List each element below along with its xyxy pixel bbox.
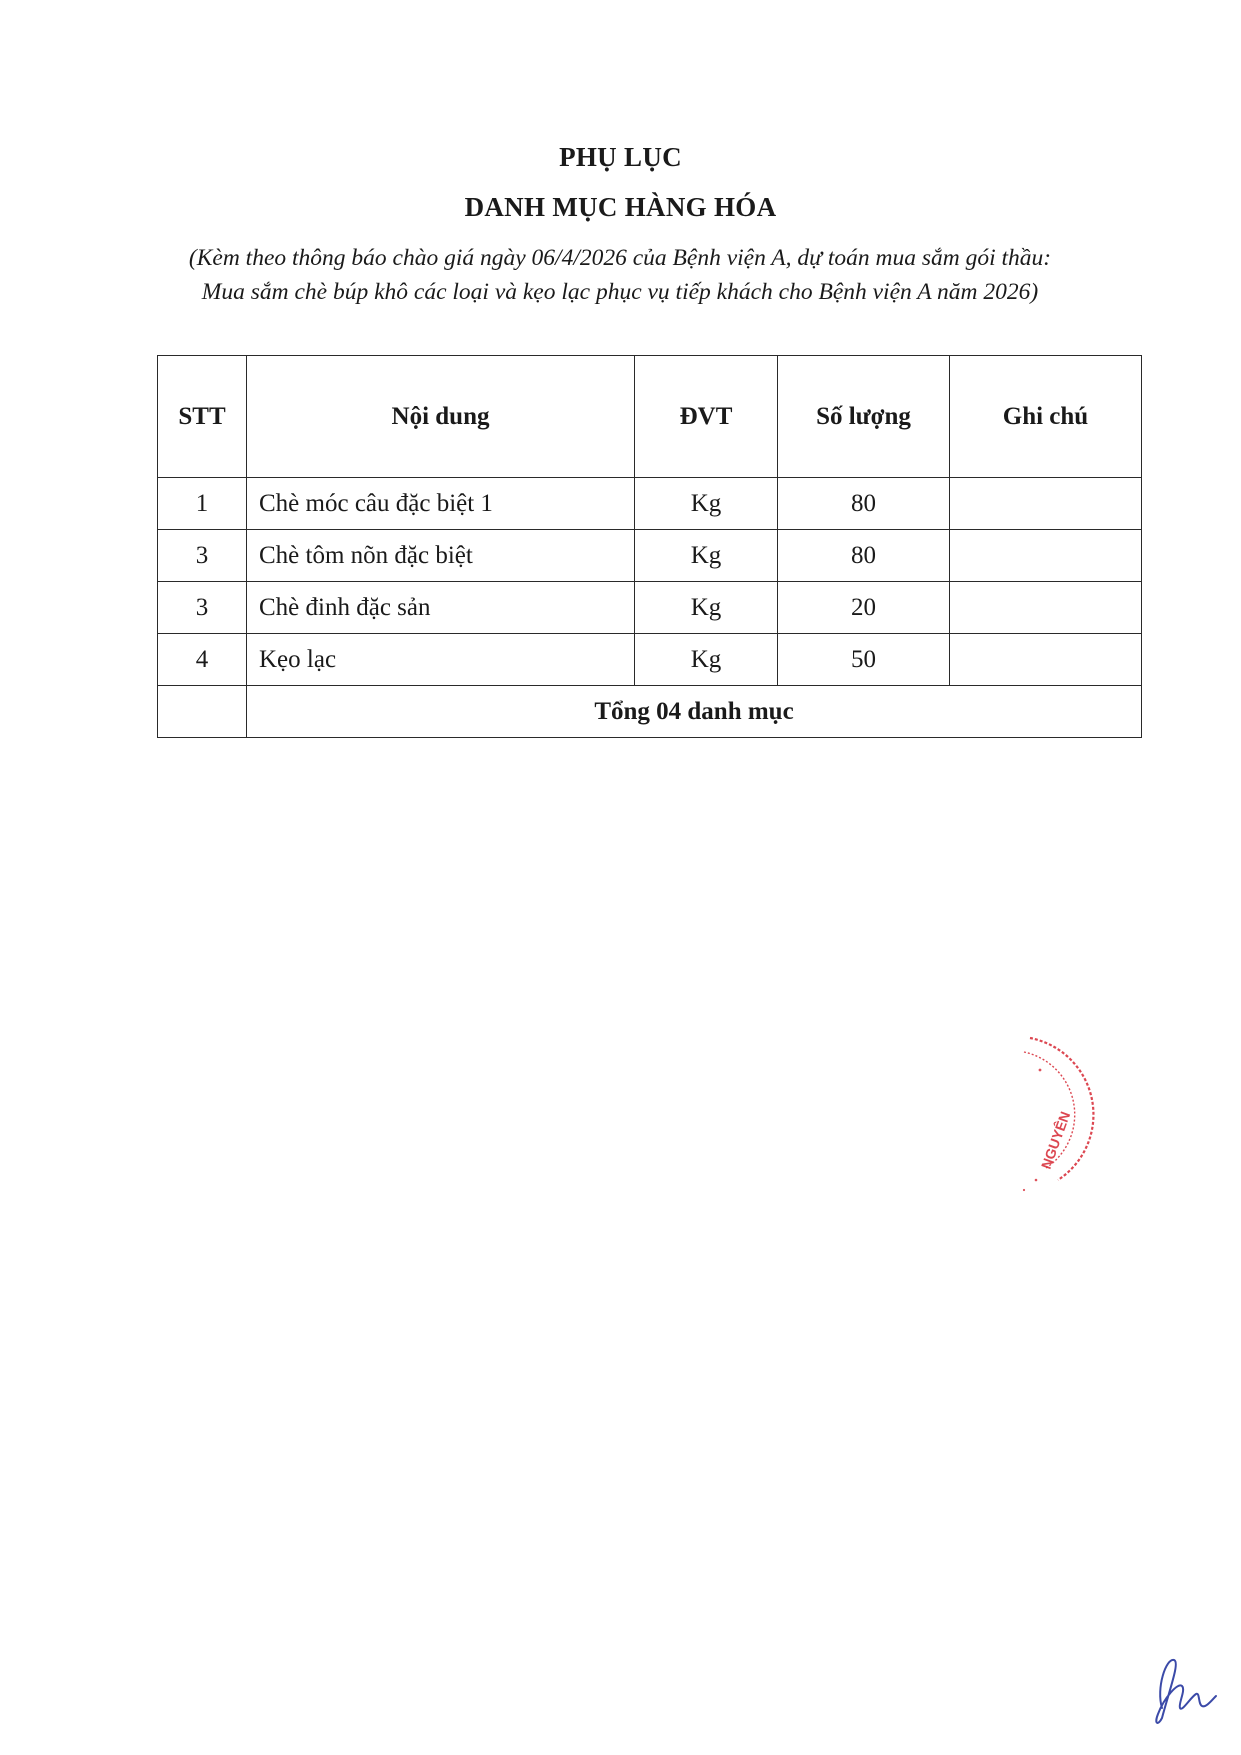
table-row: [158, 634, 1142, 686]
row-unit: Kg: [635, 478, 778, 530]
goods-table: [157, 355, 1142, 738]
row-note: [950, 634, 1142, 686]
total-label: Tổng 04 danh mục: [247, 686, 1142, 738]
seal-text: NGUYÊN: [1037, 1109, 1074, 1172]
row-stt: 1: [158, 478, 247, 530]
row-unit: Kg: [635, 634, 778, 686]
partial-red-seal-icon: [1010, 1030, 1140, 1200]
row-stt: 3: [158, 582, 247, 634]
row-content: Chè đinh đặc sản: [247, 582, 635, 634]
row-note: [950, 530, 1142, 582]
row-quantity: 80: [778, 478, 950, 530]
attachment-note-line-1: (Kèm theo thông báo chào giá ngày 06/4/2026 của Bệnh viện A, dự toán mua sắm gói thầu:: [188, 245, 1052, 271]
row-quantity: 80: [778, 530, 950, 582]
row-unit: Kg: [635, 530, 778, 582]
page-title: PHỤ LỤC: [559, 142, 682, 172]
row-stt: 3: [158, 530, 247, 582]
table-row: [158, 478, 1142, 530]
row-unit: Kg: [635, 582, 778, 634]
row-content: Chè tôm nõn đặc biệt: [247, 530, 635, 582]
table-total-row: [158, 686, 1142, 738]
row-quantity: 20: [778, 582, 950, 634]
row-note: [950, 582, 1142, 634]
row-content: Kẹo lạc: [247, 634, 635, 686]
column-header-stt: STT: [158, 356, 247, 478]
row-note: [950, 478, 1142, 530]
page-subtitle: DANH MỤC HÀNG HÓA: [464, 192, 777, 222]
total-row-stt: [158, 686, 247, 738]
attachment-note-line-2: Mua sắm chè búp khô các loại và kẹo lạc phục vụ tiếp khách cho Bệnh viện A năm 2026): [201, 279, 1039, 305]
column-header-quantity: Số lượng: [778, 356, 950, 478]
handwritten-initials-icon: [1148, 1648, 1218, 1728]
row-stt: 4: [158, 634, 247, 686]
table-row: [158, 582, 1142, 634]
column-header-unit: ĐVT: [635, 356, 778, 478]
row-content: Chè móc câu đặc biệt 1: [247, 478, 635, 530]
row-quantity: 50: [778, 634, 950, 686]
column-header-note: Ghi chú: [950, 356, 1142, 478]
table-row: [158, 530, 1142, 582]
table-header-row: [158, 356, 1142, 478]
column-header-content: Nội dung: [247, 356, 635, 478]
